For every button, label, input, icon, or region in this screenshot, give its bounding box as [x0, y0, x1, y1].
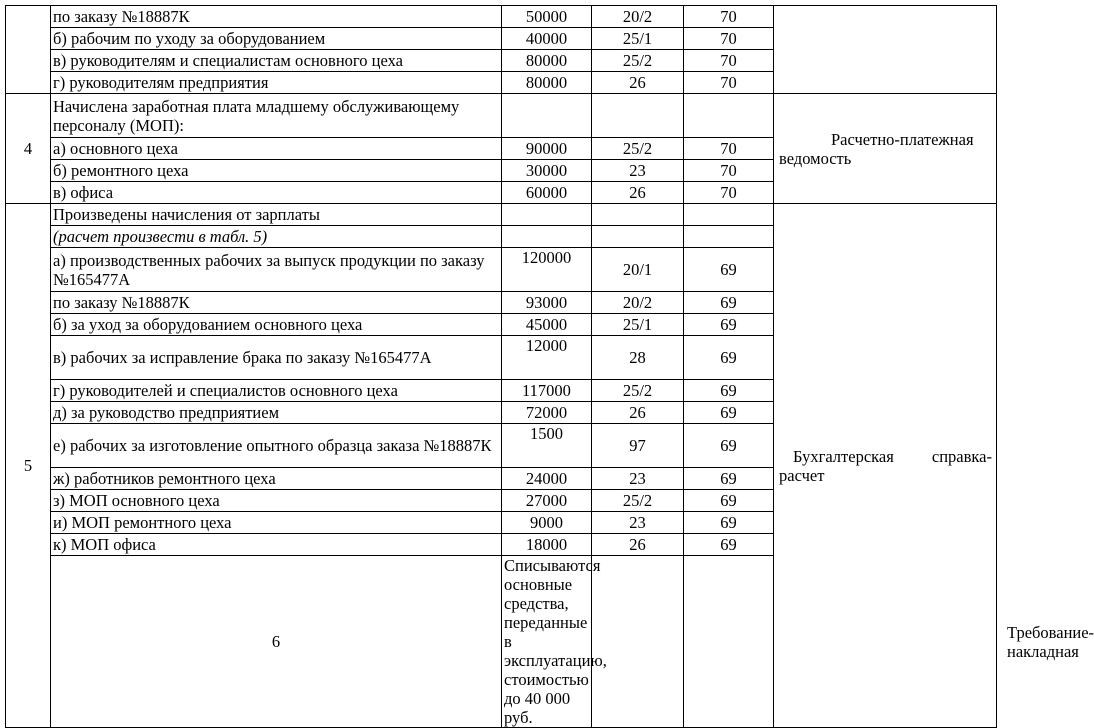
- row-credit: 70: [684, 28, 774, 50]
- row-credit: 69: [684, 380, 774, 402]
- row-amount: [502, 204, 592, 226]
- row-amount: 40000: [502, 28, 592, 50]
- row-amount: 80000: [502, 50, 592, 72]
- row-amount: 9000: [502, 512, 592, 534]
- row-amount: 24000: [502, 468, 592, 490]
- row-credit: 69: [684, 314, 774, 336]
- document-line-1: Бухгалтерская справка-: [793, 446, 992, 466]
- row-credit: 69: [684, 248, 774, 292]
- row-description: а) основного цеха: [51, 138, 502, 160]
- row-amount: 72000: [502, 402, 592, 424]
- document-name: [774, 204, 997, 728]
- row-description: е) рабочих за изготовление опытного образца заказа №18887К: [51, 424, 502, 468]
- row-credit: [684, 204, 774, 226]
- row-amount: 117000: [502, 380, 592, 402]
- row-debit: 23: [592, 512, 684, 534]
- row-amount: 12000: [502, 336, 592, 380]
- row-description: Списываются основные средства, переданные в эксплуатацию, стоимостью до 40 000 руб.: [502, 556, 592, 728]
- row-debit: 25/2: [592, 380, 684, 402]
- document-line-2: ведомость: [779, 148, 852, 168]
- row-description: д) за руководство предприятием: [51, 402, 502, 424]
- operation-number: 4: [6, 94, 51, 204]
- row-credit: 69: [684, 424, 774, 468]
- row-amount: [592, 556, 684, 728]
- row-debit: 26: [592, 72, 684, 94]
- row-index-cell: [6, 6, 51, 94]
- table-row: 6 Списываются основные средства, переданные в эксплуатацию, стоимостью до 40 000 руб. Требование-накладная: [6, 556, 997, 728]
- row-amount: 50000: [502, 6, 592, 28]
- row-debit: [592, 204, 684, 226]
- operation-title: Произведены начисления от зарплаты: [51, 204, 502, 226]
- table-row: [6, 94, 997, 138]
- row-credit: 70: [684, 6, 774, 28]
- operation-number: 5: [6, 204, 51, 728]
- row-debit: 20/1: [592, 248, 684, 292]
- row-credit: 69: [684, 468, 774, 490]
- row-credit: 69: [684, 292, 774, 314]
- row-amount: 27000: [502, 490, 592, 512]
- row-amount: 120000: [502, 248, 592, 292]
- row-debit: 23: [592, 468, 684, 490]
- table-row: [6, 204, 997, 226]
- row-description: к) МОП офиса: [51, 534, 502, 556]
- row-description: б) за уход за оборудованием основного цеха: [51, 314, 502, 336]
- operation-title: Начислена заработная плата младшему обслуживающему персоналу (МОП):: [51, 94, 502, 138]
- row-credit: 70: [684, 72, 774, 94]
- row-credit: 70: [684, 182, 774, 204]
- row-description: по заказу №18887К: [51, 6, 502, 28]
- document-name: [774, 94, 997, 204]
- row-debit: 20/2: [592, 292, 684, 314]
- row-amount: [502, 94, 592, 138]
- operation-note: (расчет произвести в табл. 5): [51, 226, 502, 248]
- row-credit: 69: [684, 512, 774, 534]
- row-amount: 30000: [502, 160, 592, 182]
- row-amount: 1500: [502, 424, 592, 468]
- row-description: б) ремонтного цеха: [51, 160, 502, 182]
- row-amount: 60000: [502, 182, 592, 204]
- row-description: а) производственных рабочих за выпуск продукции по заказу №165477А: [51, 248, 502, 292]
- row-amount: 80000: [502, 72, 592, 94]
- row-amount: 45000: [502, 314, 592, 336]
- row-debit: [684, 556, 774, 728]
- journal-table: [5, 5, 1094, 728]
- row-debit: 26: [592, 182, 684, 204]
- row-debit: 26: [592, 534, 684, 556]
- operation-number: 6: [51, 556, 502, 728]
- row-description: в) руководителям и специалистам основного цеха: [51, 50, 502, 72]
- row-debit: 26: [592, 402, 684, 424]
- row-credit: [684, 226, 774, 248]
- row-debit: 25/2: [592, 50, 684, 72]
- row-debit: 23: [592, 160, 684, 182]
- row-credit: [684, 94, 774, 138]
- row-credit: 70: [684, 160, 774, 182]
- row-debit: 20/2: [592, 6, 684, 28]
- row-credit: 70: [684, 50, 774, 72]
- row-debit: [592, 94, 684, 138]
- row-credit: 69: [684, 402, 774, 424]
- row-amount: [502, 226, 592, 248]
- table-row: [6, 6, 997, 28]
- row-debit: 25/1: [592, 28, 684, 50]
- document-line-2: расчет: [779, 465, 825, 485]
- row-description: в) рабочих за исправление брака по заказу №165477А: [51, 336, 502, 380]
- journal-table-wrapper: [5, 5, 1094, 728]
- row-amount: 93000: [502, 292, 592, 314]
- row-debit: 25/2: [592, 138, 684, 160]
- row-credit: 69: [684, 490, 774, 512]
- row-description: ж) работников ремонтного цеха: [51, 468, 502, 490]
- row-description: в) офиса: [51, 182, 502, 204]
- row-debit: 97: [592, 424, 684, 468]
- row-description: и) МОП ремонтного цеха: [51, 512, 502, 534]
- row-document-cell: [774, 6, 997, 94]
- row-amount: 18000: [502, 534, 592, 556]
- document-line-1: Расчетно-платежная: [831, 129, 974, 149]
- row-description: б) рабочим по уходу за оборудованием: [51, 28, 502, 50]
- row-amount: 90000: [502, 138, 592, 160]
- row-description: г) руководителей и специалистов основного цеха: [51, 380, 502, 402]
- row-credit: 69: [684, 336, 774, 380]
- row-debit: 25/2: [592, 490, 684, 512]
- row-debit: 28: [592, 336, 684, 380]
- row-description: г) руководителям предприятия: [51, 72, 502, 94]
- row-description: з) МОП основного цеха: [51, 490, 502, 512]
- row-debit: [592, 226, 684, 248]
- row-credit: 70: [684, 138, 774, 160]
- row-debit: 25/1: [592, 314, 684, 336]
- row-description: по заказу №18887К: [51, 292, 502, 314]
- row-credit: 69: [684, 534, 774, 556]
